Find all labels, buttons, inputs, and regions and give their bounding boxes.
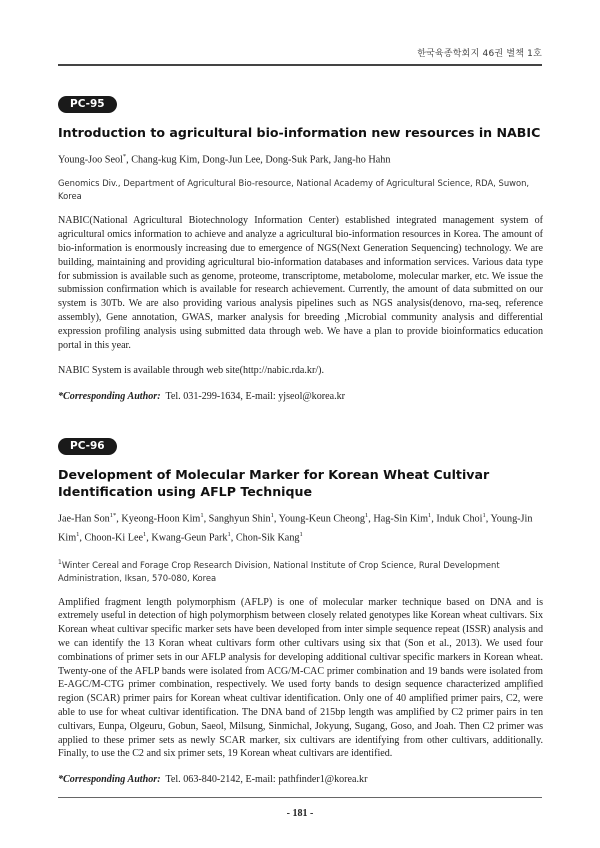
- affiliation: $^1$Winter Cereal and Forage Crop Research Division, National Institute of Crop Science, Rural Development Administration, Iksan, 570-080, Korea: [58, 558, 500, 583]
- journal-header: 한국육종학회지 46권 별책 1호: [417, 49, 542, 59]
- corresponding-author: [58, 390, 543, 404]
- affiliation: Genomics Div., Department of Agricultural Bio-resource, National Academy of Agricultural Science, RDA, Suwon, Korea: [58, 178, 530, 202]
- author-list: Young-Joo Seol*, Chang-kug Kim, Dong-Jun Lee, Dong-Suk Park, Jang-ho Hahn: [58, 153, 391, 166]
- corresponding-label: *Corresponding Author:: [58, 774, 161, 786]
- entry-code-badge: PC-96: [58, 438, 117, 455]
- abstract-body: Amplified fragment length polymorphism (AFLP) is one of molecular marker technique based on DNA and is extremely useful in detection of high polymorphism between closely related genotypes like Korean wheat cultivars. Six Korean wheat cultivar specific marker sets have been developed from inter simple sequence repeat (ISSR) analysis and we can identify the 13 Koran wheat cultivars form other cultivars using six that (Son et al., 2013). We used four combinations of primer sets in our AFLP analysis for developing additional cultivar specific markers in Korean wheat. Twenty-one of the AFLP bands were isolated from ACG/M-CAC primer combination and 19 bands were isolated from E-AGC/M-CTG primer combination, respectively. We used forty bands to design sequence characterized amplified region (SCAR) primer pairs for Korean wheat cultivar identification. Only one of 40 amplified primer pairs, C2, were able to use for wheat cultivar identification. The DNA band of 215bp length was amplified by C2 primer pairs in ten cultivars, Eunpa, Olgeuru, Gobun, Saeol, Milsung, Sinmichal, Jokyung, Sugang, Goso, and Joah. Then C2 primer was applied to these primer sets as newly SCAR marker, six cultivars are identifying from other cultivars, additionally. Finally, to use the C2 and six primer sets, 19 Korean wheat cultivars are identified.: [58, 596, 543, 760]
- abstract-entry-pc96: [58, 436, 543, 787]
- page-header: [58, 42, 542, 64]
- abstract-entry-pc95: [58, 94, 543, 404]
- corresponding-contact: Tel. 063-840-2142, E-mail: pathfinder1@korea.kr: [165, 774, 368, 786]
- website-note: NABIC System is available through web site(http://nabic.rda.kr/).: [58, 365, 325, 377]
- abstract-title: Introduction to agricultural bio-information new resources in NABIC: [58, 125, 541, 140]
- abstract-body: NABIC(National Agricultural Biotechnology Information Center) established integrated management system of agricultural omics information to achieve and analyze a agricultural bio-information resources in Korea. The amount of bio-information is enormously increasing due to emergence of NGS(Next Generation Sequencing) technology. We are building, maintaining and providing agricultural bio-information databases and information services. Various data type for submission is available such as genome, proteome, transcriptome, metabolome, molecular marker, etc. We issue the submission confirmation which is available for research achievement. Currently, the amount of data submitted on our system is 30Tb. We are also providing various analysis pipelines such as NGS analysis(denovo, rna-seq, reference assembly), Gene annotation, GWAS, marker analysis for breeding ,Microbial community analysis and differential expression profiling analysis using submitted data through web. We have a plan to provide bioinformatics education portal in this year.: [58, 215, 543, 351]
- corresponding-label: *Corresponding Author:: [58, 391, 161, 403]
- header-rule: [58, 64, 542, 66]
- abstract-title: Development of Molecular Marker for Korean Wheat Cultivar Identification using AFLP Technique: [58, 467, 490, 499]
- entry-code-badge: PC-95: [58, 96, 117, 113]
- corresponding-author: [58, 773, 543, 787]
- page-number: - 181 -: [286, 808, 314, 819]
- footer-rule: [58, 797, 542, 798]
- author-list: Jae-Han Son$^{1*}$, Kyeong-Hoon Kim$^1$, Sanghyun Shin$^1$, Young-Keun Cheong$^1$, Hag-Sin Kim$^1$, Induk Choi$^1$, Young-Jin Kim$^1$, Choon-Ki Lee$^1$, Kwang-Geun Park$^1$, Chon-Sik Kang$^1$: [58, 512, 533, 544]
- corresponding-contact: Tel. 031-299-1634, E-mail: yjseol@korea.kr: [165, 391, 346, 403]
